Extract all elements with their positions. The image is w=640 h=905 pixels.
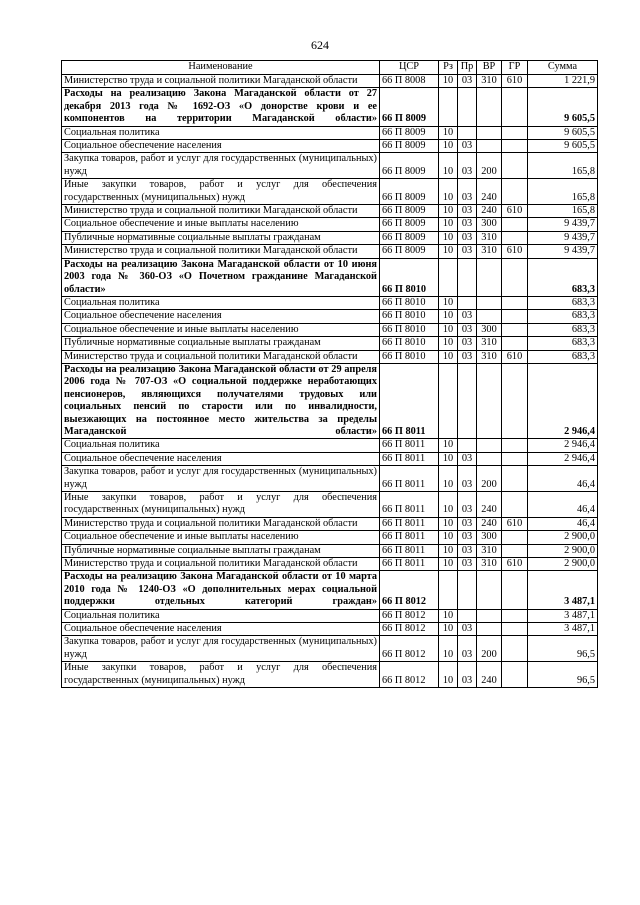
- header-vr: ВР: [477, 61, 502, 75]
- table-row: [62, 231, 598, 244]
- cell-csr: 66 П 8009: [380, 245, 439, 258]
- cell-pr: 03: [458, 492, 477, 518]
- cell-csr: 66 П 8011: [380, 363, 439, 438]
- cell-csr: 66 П 8009: [380, 153, 439, 179]
- cell-rz: [439, 571, 458, 609]
- table-row: [62, 531, 598, 544]
- cell-pr: 03: [458, 636, 477, 662]
- cell-vr: [477, 571, 502, 609]
- cell-csr: 66 П 8009: [380, 140, 439, 153]
- cell-pr: 03: [458, 337, 477, 350]
- cell-rz: 10: [439, 531, 458, 544]
- cell-gr: [502, 258, 528, 296]
- cell-name: Социальная политика: [62, 126, 380, 139]
- cell-gr: [502, 296, 528, 309]
- cell-name: Расходы на реализацию Закона Магаданской области от 27 декабря 2013 года № 1692-ОЗ «О донорстве крови и ее компонентов на территории Магаданской области»: [62, 88, 380, 126]
- cell-name: Министерство труда и социальной политики Магаданской области: [62, 245, 380, 258]
- cell-sum: 3 487,1: [528, 571, 598, 609]
- table-row: [62, 544, 598, 557]
- cell-gr: [502, 544, 528, 557]
- cell-pr: 03: [458, 218, 477, 231]
- cell-name: Публичные нормативные социальные выплаты гражданам: [62, 544, 380, 557]
- cell-name: Закупка товаров, работ и услуг для государственных (муниципальных) нужд: [62, 466, 380, 492]
- cell-vr: 310: [477, 544, 502, 557]
- cell-rz: 10: [439, 140, 458, 153]
- cell-rz: [439, 258, 458, 296]
- section-row: [62, 88, 598, 126]
- cell-csr: 66 П 8009: [380, 218, 439, 231]
- cell-gr: [502, 126, 528, 139]
- cell-vr: 310: [477, 350, 502, 363]
- cell-name: Социальное обеспечение населения: [62, 140, 380, 153]
- cell-gr: [502, 323, 528, 336]
- cell-sum: 1 221,9: [528, 75, 598, 88]
- cell-rz: 10: [439, 544, 458, 557]
- table-row: [62, 558, 598, 571]
- cell-csr: 66 П 8011: [380, 452, 439, 465]
- cell-pr: [458, 609, 477, 622]
- cell-name: Социальная политика: [62, 609, 380, 622]
- cell-gr: [502, 337, 528, 350]
- table-row: [62, 337, 598, 350]
- cell-sum: 165,8: [528, 153, 598, 179]
- cell-sum: 2 946,4: [528, 363, 598, 438]
- cell-vr: [477, 363, 502, 438]
- table-row: [62, 140, 598, 153]
- cell-vr: 310: [477, 337, 502, 350]
- cell-sum: 9 605,5: [528, 126, 598, 139]
- cell-sum: 3 487,1: [528, 623, 598, 636]
- cell-pr: 03: [458, 245, 477, 258]
- table-header-row: [62, 61, 598, 75]
- cell-rz: 10: [439, 623, 458, 636]
- cell-gr: [502, 636, 528, 662]
- table-row: [62, 153, 598, 179]
- table-body: [62, 75, 598, 688]
- cell-name: Иные закупки товаров, работ и услуг для обеспечения государственных (муниципальных) нужд: [62, 492, 380, 518]
- cell-gr: [502, 452, 528, 465]
- cell-name: Министерство труда и социальной политики Магаданской области: [62, 205, 380, 218]
- cell-gr: [502, 439, 528, 452]
- cell-vr: 310: [477, 75, 502, 88]
- cell-pr: 03: [458, 544, 477, 557]
- cell-csr: 66 П 8010: [380, 310, 439, 323]
- cell-csr: 66 П 8010: [380, 296, 439, 309]
- cell-vr: [477, 126, 502, 139]
- cell-pr: 03: [458, 75, 477, 88]
- cell-rz: 10: [439, 609, 458, 622]
- cell-vr: 200: [477, 153, 502, 179]
- cell-name: Социальное обеспечение населения: [62, 452, 380, 465]
- cell-pr: 03: [458, 310, 477, 323]
- cell-vr: 310: [477, 231, 502, 244]
- cell-sum: 683,3: [528, 323, 598, 336]
- cell-pr: 03: [458, 179, 477, 205]
- cell-vr: [477, 258, 502, 296]
- cell-gr: [502, 88, 528, 126]
- cell-sum: 9 439,7: [528, 231, 598, 244]
- cell-csr: 66 П 8010: [380, 258, 439, 296]
- cell-sum: 683,3: [528, 296, 598, 309]
- cell-gr: [502, 231, 528, 244]
- page-number: 624: [311, 38, 329, 52]
- cell-vr: 240: [477, 179, 502, 205]
- cell-vr: [477, 623, 502, 636]
- cell-rz: 10: [439, 492, 458, 518]
- cell-name: Социальная политика: [62, 439, 380, 452]
- cell-csr: 66 П 8011: [380, 544, 439, 557]
- table-row: [62, 323, 598, 336]
- cell-gr: 610: [502, 517, 528, 530]
- cell-pr: 03: [458, 323, 477, 336]
- cell-rz: [439, 88, 458, 126]
- cell-sum: 9 439,7: [528, 245, 598, 258]
- cell-rz: 10: [439, 218, 458, 231]
- header-gr: ГР: [502, 61, 528, 75]
- cell-csr: 66 П 8012: [380, 571, 439, 609]
- cell-sum: 2 946,4: [528, 439, 598, 452]
- cell-sum: 9 605,5: [528, 88, 598, 126]
- cell-pr: 03: [458, 231, 477, 244]
- cell-csr: 66 П 8011: [380, 439, 439, 452]
- cell-csr: 66 П 8009: [380, 205, 439, 218]
- cell-pr: [458, 363, 477, 438]
- cell-csr: 66 П 8011: [380, 517, 439, 530]
- table-row: [62, 623, 598, 636]
- cell-gr: 610: [502, 350, 528, 363]
- cell-rz: 10: [439, 452, 458, 465]
- cell-name: Публичные нормативные социальные выплаты гражданам: [62, 231, 380, 244]
- cell-gr: 610: [502, 75, 528, 88]
- cell-csr: 66 П 8009: [380, 126, 439, 139]
- cell-vr: 310: [477, 558, 502, 571]
- cell-name: Министерство труда и социальной политики Магаданской области: [62, 558, 380, 571]
- cell-rz: 10: [439, 466, 458, 492]
- cell-rz: 10: [439, 205, 458, 218]
- table-row: [62, 350, 598, 363]
- cell-gr: [502, 466, 528, 492]
- cell-pr: 03: [458, 452, 477, 465]
- cell-pr: 03: [458, 466, 477, 492]
- cell-csr: 66 П 8011: [380, 466, 439, 492]
- cell-pr: 03: [458, 662, 477, 688]
- cell-gr: [502, 571, 528, 609]
- cell-sum: 683,3: [528, 350, 598, 363]
- cell-vr: 200: [477, 636, 502, 662]
- cell-sum: 9 605,5: [528, 140, 598, 153]
- cell-pr: 03: [458, 350, 477, 363]
- cell-vr: [477, 439, 502, 452]
- cell-pr: [458, 88, 477, 126]
- table-row: [62, 296, 598, 309]
- cell-rz: 10: [439, 296, 458, 309]
- table-row: [62, 179, 598, 205]
- cell-vr: [477, 609, 502, 622]
- header-pr: Пр: [458, 61, 477, 75]
- table-row: [62, 126, 598, 139]
- cell-gr: [502, 363, 528, 438]
- cell-vr: [477, 140, 502, 153]
- cell-rz: 10: [439, 245, 458, 258]
- cell-vr: 200: [477, 466, 502, 492]
- header-rz: Рз: [439, 61, 458, 75]
- section-row: [62, 363, 598, 438]
- cell-csr: 66 П 8011: [380, 492, 439, 518]
- cell-sum: 3 487,1: [528, 609, 598, 622]
- cell-gr: [502, 179, 528, 205]
- cell-rz: [439, 363, 458, 438]
- cell-sum: 2 900,0: [528, 531, 598, 544]
- cell-name: Расходы на реализацию Закона Магаданской области от 29 апреля 2006 года № 707-ОЗ «О социальной поддержке неработающих пенсионеров, являющихся получателями трудовых или социальных пенсий по старости или по инвалидности, выезжающих на постоянное место жительства за пределы Магаданской области»: [62, 363, 380, 438]
- cell-rz: 10: [439, 517, 458, 530]
- cell-rz: 10: [439, 75, 458, 88]
- cell-gr: [502, 310, 528, 323]
- cell-rz: 10: [439, 558, 458, 571]
- cell-csr: 66 П 8011: [380, 531, 439, 544]
- cell-name: Публичные нормативные социальные выплаты гражданам: [62, 337, 380, 350]
- cell-gr: [502, 218, 528, 231]
- cell-gr: [502, 623, 528, 636]
- cell-name: Расходы на реализацию Закона Магаданской области от 10 марта 2010 года № 1240-ОЗ «О дополнительных мерах социальной поддержки отдельных категорий граждан»: [62, 571, 380, 609]
- cell-csr: 66 П 8009: [380, 231, 439, 244]
- cell-name: Социальное обеспечение населения: [62, 623, 380, 636]
- header-name: Наименование: [62, 61, 380, 75]
- cell-name: Социальное обеспечение населения: [62, 310, 380, 323]
- cell-sum: 46,4: [528, 492, 598, 518]
- cell-gr: [502, 609, 528, 622]
- cell-vr: [477, 88, 502, 126]
- cell-pr: [458, 296, 477, 309]
- cell-csr: 66 П 8011: [380, 558, 439, 571]
- cell-name: Социальное обеспечение и иные выплаты населению: [62, 531, 380, 544]
- cell-vr: 310: [477, 245, 502, 258]
- table-row: [62, 75, 598, 88]
- table-row: [62, 205, 598, 218]
- section-row: [62, 258, 598, 296]
- cell-csr: 66 П 8010: [380, 350, 439, 363]
- cell-sum: 683,3: [528, 258, 598, 296]
- cell-csr: 66 П 8012: [380, 623, 439, 636]
- cell-vr: 300: [477, 323, 502, 336]
- cell-gr: 610: [502, 245, 528, 258]
- cell-name: Министерство труда и социальной политики Магаданской области: [62, 517, 380, 530]
- cell-sum: 165,8: [528, 205, 598, 218]
- cell-rz: 10: [439, 179, 458, 205]
- cell-pr: [458, 258, 477, 296]
- cell-csr: 66 П 8012: [380, 662, 439, 688]
- cell-vr: [477, 296, 502, 309]
- cell-pr: 03: [458, 558, 477, 571]
- cell-pr: [458, 571, 477, 609]
- cell-pr: 03: [458, 205, 477, 218]
- header-csr: ЦСР: [380, 61, 439, 75]
- cell-pr: 03: [458, 140, 477, 153]
- cell-sum: 2 900,0: [528, 558, 598, 571]
- table-row: [62, 466, 598, 492]
- cell-csr: 66 П 8009: [380, 88, 439, 126]
- cell-name: Иные закупки товаров, работ и услуг для обеспечения государственных (муниципальных) нужд: [62, 179, 380, 205]
- cell-sum: 2 900,0: [528, 544, 598, 557]
- cell-gr: [502, 662, 528, 688]
- cell-vr: 240: [477, 662, 502, 688]
- cell-csr: 66 П 8009: [380, 179, 439, 205]
- cell-csr: 66 П 8012: [380, 636, 439, 662]
- cell-name: Социальная политика: [62, 296, 380, 309]
- cell-rz: 10: [439, 126, 458, 139]
- cell-name: Министерство труда и социальной политики Магаданской области: [62, 350, 380, 363]
- cell-sum: 46,4: [528, 517, 598, 530]
- cell-vr: 240: [477, 517, 502, 530]
- cell-vr: 240: [477, 205, 502, 218]
- table-row: [62, 218, 598, 231]
- cell-csr: 66 П 8010: [380, 323, 439, 336]
- cell-gr: [502, 531, 528, 544]
- cell-vr: [477, 310, 502, 323]
- table-row: [62, 310, 598, 323]
- table-row: [62, 492, 598, 518]
- cell-sum: 683,3: [528, 337, 598, 350]
- cell-csr: 66 П 8010: [380, 337, 439, 350]
- cell-vr: 300: [477, 531, 502, 544]
- table-row: [62, 517, 598, 530]
- table-row: [62, 636, 598, 662]
- cell-name: Закупка товаров, работ и услуг для государственных (муниципальных) нужд: [62, 636, 380, 662]
- cell-sum: 96,5: [528, 662, 598, 688]
- cell-vr: [477, 452, 502, 465]
- cell-name: Социальное обеспечение и иные выплаты населению: [62, 218, 380, 231]
- cell-gr: 610: [502, 558, 528, 571]
- cell-sum: 683,3: [528, 310, 598, 323]
- cell-csr: 66 П 8008: [380, 75, 439, 88]
- cell-csr: 66 П 8012: [380, 609, 439, 622]
- cell-pr: 03: [458, 153, 477, 179]
- cell-rz: 10: [439, 662, 458, 688]
- cell-sum: 96,5: [528, 636, 598, 662]
- cell-sum: 2 946,4: [528, 452, 598, 465]
- cell-vr: 240: [477, 492, 502, 518]
- cell-vr: 300: [477, 218, 502, 231]
- cell-rz: 10: [439, 323, 458, 336]
- cell-sum: 165,8: [528, 179, 598, 205]
- cell-name: Закупка товаров, работ и услуг для государственных (муниципальных) нужд: [62, 153, 380, 179]
- table-row: [62, 245, 598, 258]
- table-row: [62, 452, 598, 465]
- cell-name: Иные закупки товаров, работ и услуг для обеспечения государственных (муниципальных) нужд: [62, 662, 380, 688]
- cell-name: Социальное обеспечение и иные выплаты населению: [62, 323, 380, 336]
- cell-rz: 10: [439, 231, 458, 244]
- cell-rz: 10: [439, 350, 458, 363]
- table-row: [62, 609, 598, 622]
- cell-pr: 03: [458, 517, 477, 530]
- table-row: [62, 662, 598, 688]
- cell-rz: 10: [439, 636, 458, 662]
- budget-table: [61, 60, 598, 688]
- table-row: [62, 439, 598, 452]
- cell-pr: [458, 439, 477, 452]
- cell-rz: 10: [439, 153, 458, 179]
- cell-sum: 46,4: [528, 466, 598, 492]
- cell-rz: 10: [439, 337, 458, 350]
- cell-name: Расходы на реализацию Закона Магаданской области от 10 июня 2003 года № 360-ОЗ «О Почетном гражданине Магаданской области»: [62, 258, 380, 296]
- header-sum: Сумма: [528, 61, 598, 75]
- cell-pr: 03: [458, 623, 477, 636]
- section-row: [62, 571, 598, 609]
- cell-pr: [458, 126, 477, 139]
- cell-sum: 9 439,7: [528, 218, 598, 231]
- cell-gr: 610: [502, 205, 528, 218]
- cell-gr: [502, 140, 528, 153]
- cell-name: Министерство труда и социальной политики Магаданской области: [62, 75, 380, 88]
- cell-rz: 10: [439, 310, 458, 323]
- cell-gr: [502, 492, 528, 518]
- cell-gr: [502, 153, 528, 179]
- cell-rz: 10: [439, 439, 458, 452]
- cell-pr: 03: [458, 531, 477, 544]
